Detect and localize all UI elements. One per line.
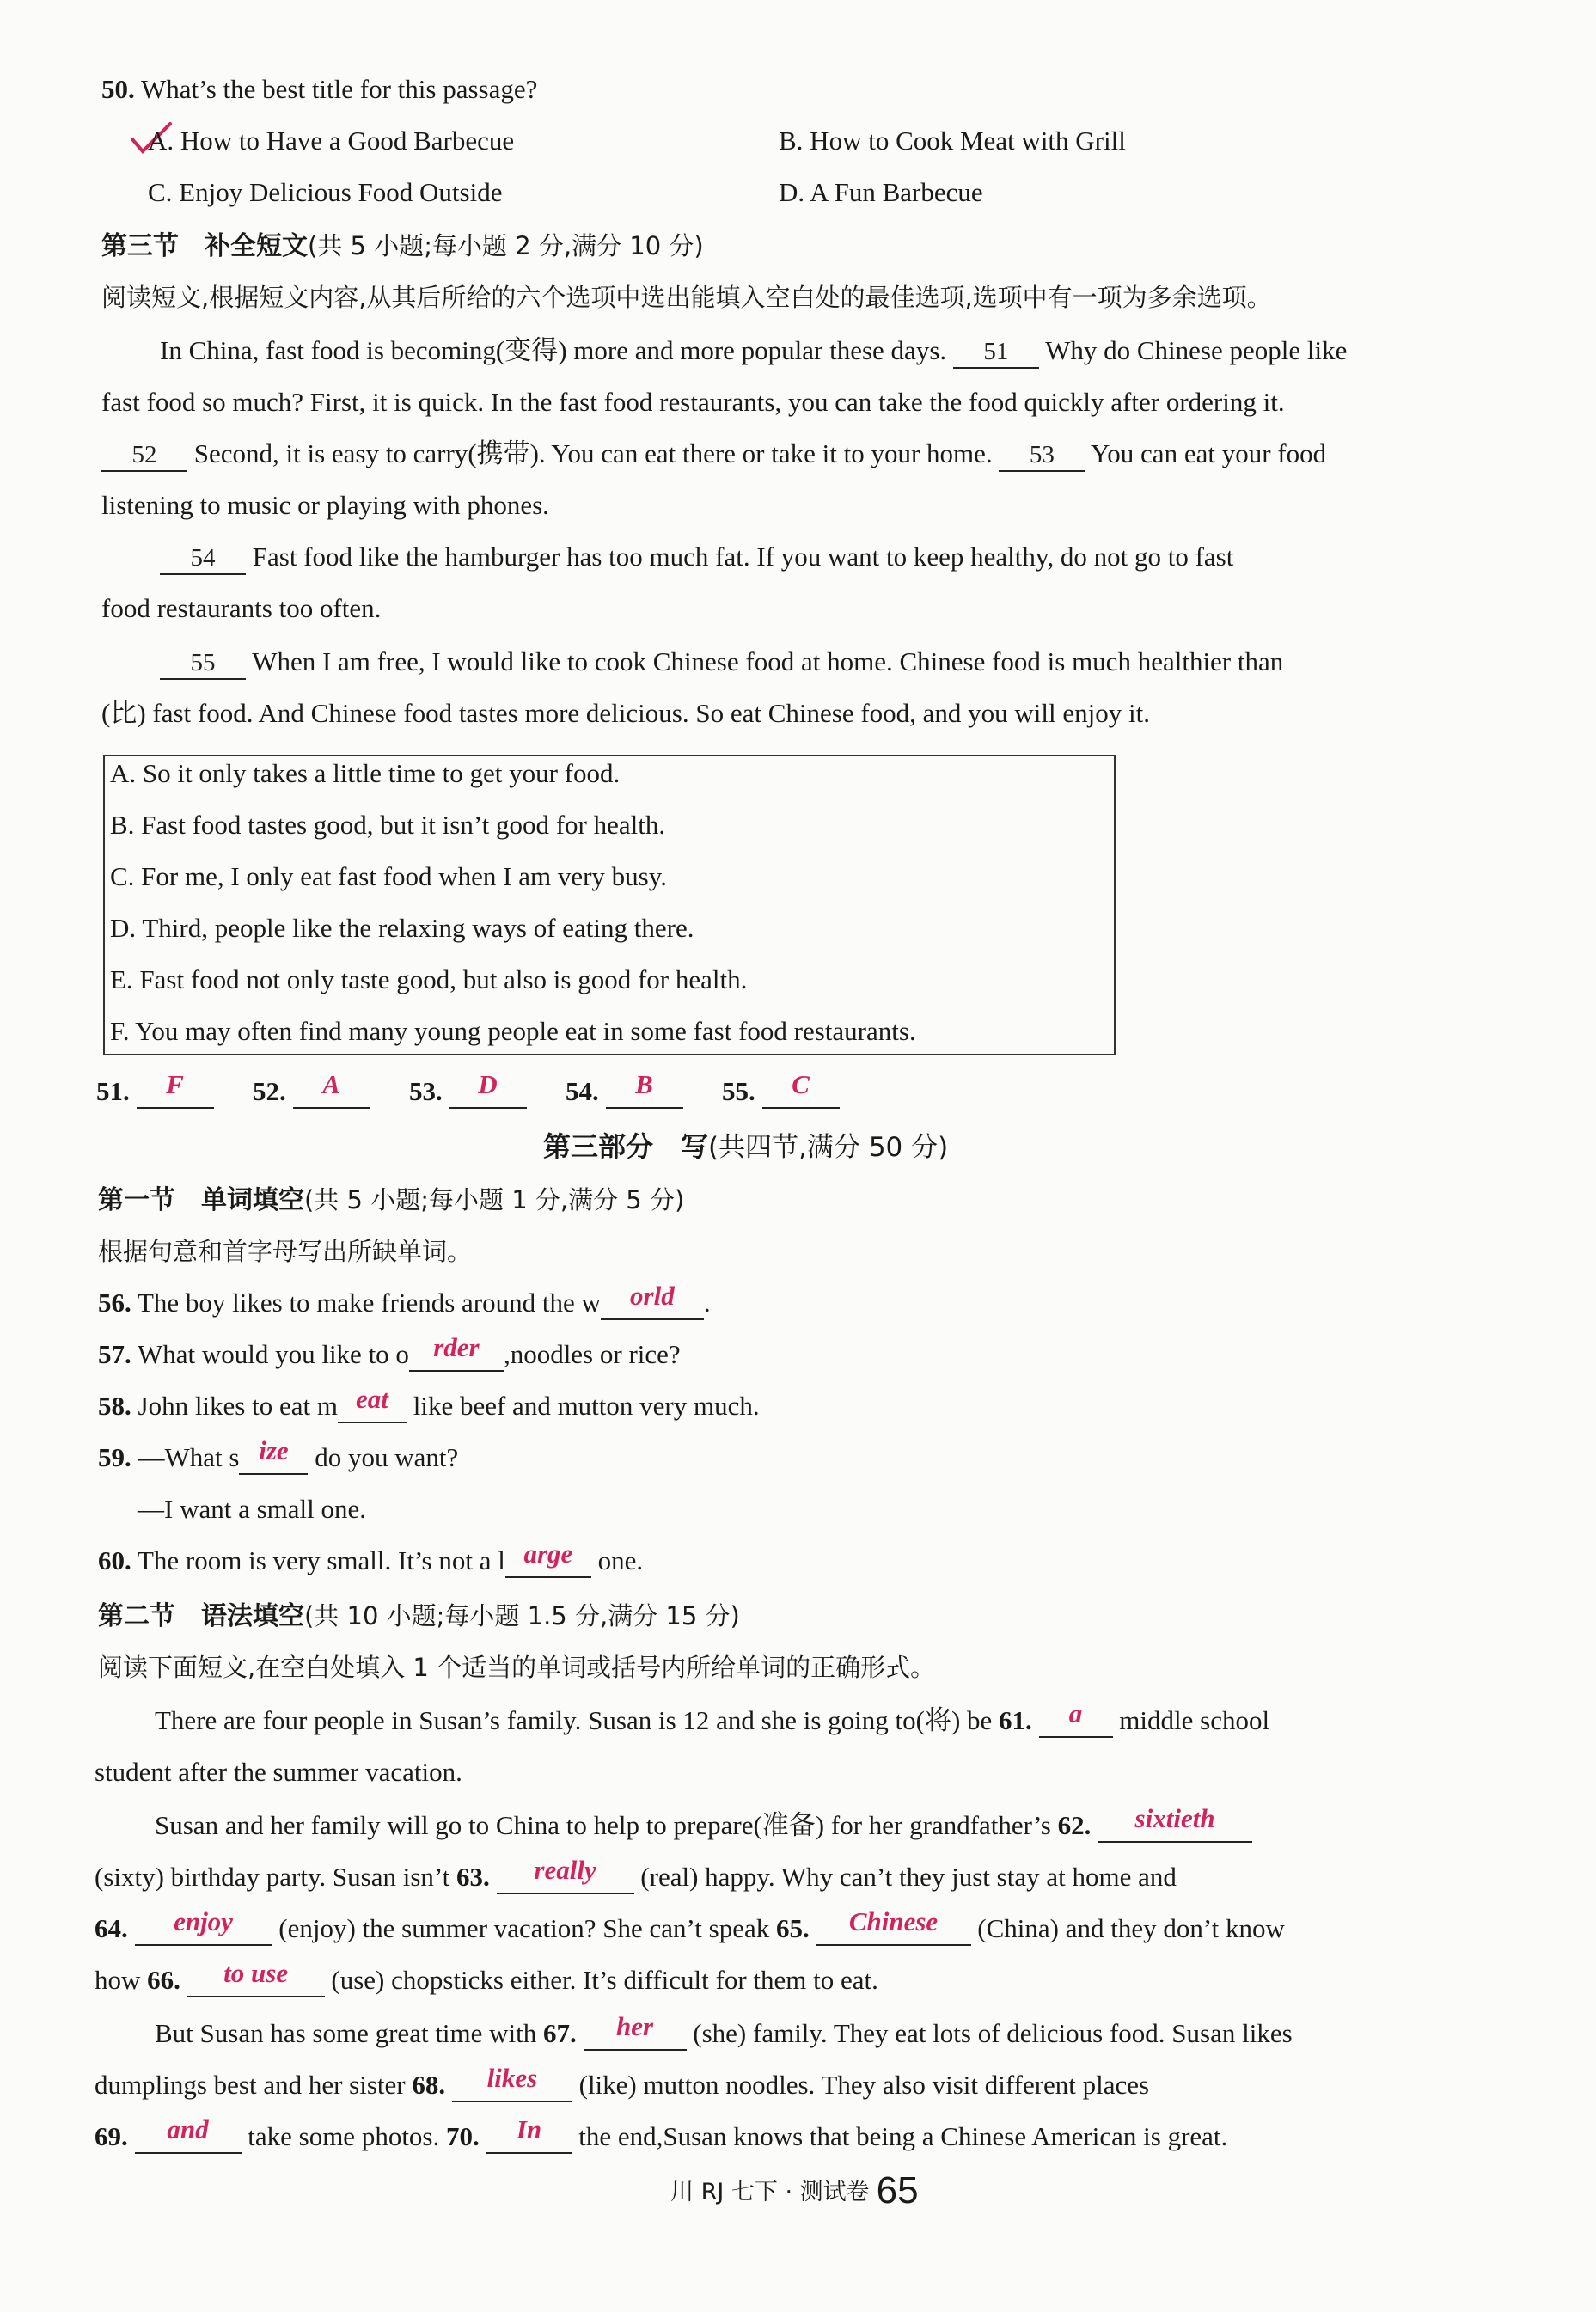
- passage-line: listening to music or playing with phones.: [101, 490, 549, 520]
- passage-text: take some photos.: [248, 2121, 440, 2151]
- handwritten-answer: Chinese: [848, 1906, 939, 1936]
- question-text: ,noodles or rice?: [503, 1339, 681, 1369]
- question-number: 57.: [98, 1339, 131, 1369]
- handwritten-answer: arge: [523, 1538, 573, 1569]
- section-instruction: 阅读短文,根据短文内容,从其后所给的六个选项中选出能填入空白处的最佳选项,选项中有一项为多余选项。: [101, 283, 1272, 312]
- passage-text: (she) family. They eat lots of delicious food. Susan likes: [693, 2018, 1293, 2048]
- passage-text: When I am free, I would like to cook Chinese food at home. Chinese food is much healthier than: [252, 646, 1284, 676]
- handwritten-answer: C: [792, 1069, 810, 1099]
- passage-line: student after the summer vacation.: [95, 1757, 462, 1787]
- passage-text: (China) and they don’t know: [977, 1913, 1285, 1943]
- handwritten-answer: and: [167, 2114, 209, 2144]
- section-subtitle: (共 5 小题;每小题 2 分,满分 10 分): [308, 231, 704, 260]
- options-box: [103, 755, 1116, 1055]
- answer-number: 54.: [566, 1076, 599, 1106]
- handwritten-answer: her: [615, 2011, 654, 2041]
- option-c: C. For me, I only eat fast food when I am very busy.: [110, 861, 667, 891]
- handwritten-answer: B: [635, 1069, 653, 1099]
- passage-text: (enjoy) the summer vacation? She can’t speak: [278, 1913, 770, 1943]
- question-number: 60.: [98, 1545, 131, 1575]
- answer-number: 55.: [722, 1076, 755, 1106]
- passage-line: [95, 1855, 1177, 1894]
- footer-label: 川 RJ 七下 · 测试卷: [670, 2179, 870, 2205]
- part-heading: [543, 1129, 948, 1165]
- passage-text: (sixty) birthday party. Susan isn’t: [95, 1862, 450, 1892]
- passage-line: food restaurants too often.: [101, 593, 382, 623]
- fill-item: [98, 1435, 459, 1475]
- passage-text: the end,Susan knows that being a Chinese American is great.: [578, 2121, 1228, 2151]
- section-title: 第三节 补全短文: [101, 231, 308, 261]
- handwritten-answer: sixtieth: [1134, 1803, 1215, 1833]
- blank-number: 68.: [412, 2070, 446, 2100]
- option-b: B. Fast food tastes good, but it isn’t good for health.: [110, 810, 666, 840]
- section-title: 第一节 单词填空: [98, 1185, 304, 1215]
- option-d: D. Third, people like the relaxing ways of eating there.: [110, 913, 694, 943]
- q50-option-c: C. Enjoy Delicious Food Outside: [148, 177, 503, 207]
- q50-option-b: B. How to Cook Meat with Grill: [779, 125, 1126, 156]
- passage-text: But Susan has some great time with: [155, 2018, 537, 2048]
- handwritten-answer: likes: [486, 2063, 538, 2093]
- question-text: —What s: [138, 1442, 240, 1472]
- blank-number: 69.: [95, 2121, 128, 2151]
- question-text: do you want?: [315, 1442, 459, 1472]
- blank-number: 64.: [95, 1913, 128, 1943]
- page-footer: [670, 2169, 919, 2212]
- part-subtitle: (共四节,满分 50 分): [708, 1132, 949, 1163]
- section-heading: [101, 229, 704, 264]
- part-title: 第三部分 写: [543, 1130, 709, 1163]
- fill-item: [98, 1332, 681, 1372]
- section-instruction: 根据句意和首字母写出所缺单词。: [98, 1237, 473, 1266]
- handwritten-answer: ize: [259, 1435, 289, 1465]
- passage-text: Susan and her family will go to China to help to prepare(准备) for her grandfather’s: [155, 1810, 1051, 1840]
- section-title: 第二节 语法填空: [98, 1601, 304, 1631]
- blank-number: 51: [983, 338, 1009, 365]
- question-text: The boy likes to make friends around the w: [137, 1288, 601, 1318]
- option-e: E. Fast food not only taste good, but also is good for health.: [110, 964, 748, 994]
- question-text: John likes to eat m: [138, 1391, 338, 1421]
- passage-text: You can eat your food: [1091, 438, 1327, 468]
- fill-item: [98, 1538, 644, 1578]
- question-number: 58.: [98, 1391, 131, 1421]
- handwritten-answer: F: [166, 1069, 184, 1099]
- answer-row: [96, 1069, 840, 1109]
- passage-text: Fast food like the hamburger has too much fat. If you want to keep healthy, do not go to fast: [252, 541, 1234, 572]
- passage-line: [155, 1698, 1270, 1738]
- handwritten-answer: really: [534, 1855, 596, 1885]
- passage-line: [95, 1906, 1285, 1946]
- passage-line: [160, 333, 1347, 369]
- question-text: like beef and mutton very much.: [413, 1391, 760, 1421]
- fill-item-response: —I want a small one.: [138, 1494, 367, 1524]
- question-text: What’s the best title for this passage?: [140, 74, 538, 104]
- section-instruction: 阅读下面短文,在空白处填入 1 个适当的单词或括号内所给单词的正确形式。: [98, 1653, 936, 1682]
- option-a: A. So it only takes a little time to get your food.: [110, 758, 621, 788]
- question-text: one.: [597, 1545, 644, 1575]
- q50-stem: [101, 72, 537, 107]
- passage-line: [155, 2011, 1293, 2051]
- handwritten-answer: enjoy: [174, 1906, 233, 1936]
- passage-text: Second, it is easy to carry(携带). You can eat there or take it to your home.: [193, 438, 993, 468]
- blank-number: 65.: [776, 1913, 810, 1943]
- page-number: 65: [876, 2169, 919, 2211]
- question-number: 50.: [101, 74, 135, 104]
- fill-item: [98, 1384, 760, 1423]
- passage-line: [160, 645, 1283, 680]
- blank-number: 66.: [147, 1965, 180, 1995]
- blank-number: 54: [190, 544, 216, 572]
- passage-text: Why do Chinese people like: [1045, 335, 1348, 365]
- handwritten-answer: rder: [433, 1332, 480, 1362]
- passage-text: (like) mutton noodles. They also visit different places: [578, 2070, 1150, 2100]
- section-heading: [98, 1183, 684, 1218]
- section-subtitle: (共 10 小题;每小题 1.5 分,满分 15 分): [304, 1601, 740, 1630]
- answer-number: 53.: [409, 1076, 443, 1106]
- passage-text: (use) chopsticks either. It’s difficult for them to eat.: [331, 1965, 878, 1995]
- passage-text: There are four people in Susan’s family. Susan is 12 and she is going to(将) be: [155, 1705, 993, 1735]
- section-heading: [98, 1599, 740, 1634]
- passage-line: [160, 540, 1233, 575]
- question-text: What would you like to o: [137, 1339, 409, 1369]
- question-text: The room is very small. It’s not a l: [137, 1545, 505, 1575]
- blank-number: 52: [131, 441, 157, 468]
- question-number: 56.: [98, 1288, 131, 1318]
- blank-number: 53: [1029, 441, 1055, 468]
- question-text: .: [703, 1288, 711, 1318]
- q50-option-a: A. How to Have a Good Barbecue: [148, 125, 515, 156]
- blank-number: 70.: [446, 2121, 480, 2151]
- answer-number: 51.: [96, 1076, 130, 1106]
- handwritten-answer: orld: [630, 1281, 675, 1311]
- passage-line: fast food so much? First, it is quick. In the fast food restaurants, you can take the food quickly after ordering it.: [101, 387, 1285, 417]
- handwritten-answer: to use: [223, 1958, 289, 1988]
- passage-text: middle school: [1119, 1705, 1270, 1735]
- fill-item: [98, 1281, 711, 1320]
- handwritten-answer: a: [1068, 1698, 1083, 1728]
- passage-line: [95, 2114, 1228, 2154]
- passage-text: In China, fast food is becoming(变得) more and more popular these days.: [160, 335, 947, 365]
- question-number: 59.: [98, 1442, 131, 1472]
- passage-text: dumplings best and her sister: [95, 2070, 406, 2100]
- option-f: F. You may often find many young people eat in some fast food restaurants.: [110, 1016, 916, 1046]
- blank-number: 61.: [999, 1705, 1032, 1735]
- blank-number: 63.: [456, 1862, 490, 1892]
- handwritten-answer: eat: [356, 1384, 388, 1414]
- passage-line: [95, 2063, 1150, 2102]
- passage-line: [95, 1958, 878, 1997]
- q50-option-d: D. A Fun Barbecue: [779, 177, 983, 207]
- passage-line: (比) fast food. And Chinese food tastes more delicious. So eat Chinese food, and you will enjoy it.: [101, 698, 1150, 728]
- blank-number: 62.: [1057, 1810, 1092, 1840]
- answer-number: 52.: [253, 1076, 286, 1106]
- blank-number: 55: [190, 649, 216, 676]
- passage-line: [101, 437, 1326, 472]
- passage-line: [155, 1803, 1252, 1843]
- section-subtitle: (共 5 小题;每小题 1 分,满分 5 分): [304, 1185, 685, 1214]
- blank-number: 67.: [543, 2018, 577, 2048]
- passage-text: how: [95, 1965, 141, 1995]
- handwritten-answer: In: [516, 2114, 542, 2144]
- handwritten-answer: A: [322, 1069, 340, 1099]
- handwritten-answer: D: [478, 1069, 498, 1099]
- passage-text: (real) happy. Why can’t they just stay at home and: [640, 1862, 1177, 1892]
